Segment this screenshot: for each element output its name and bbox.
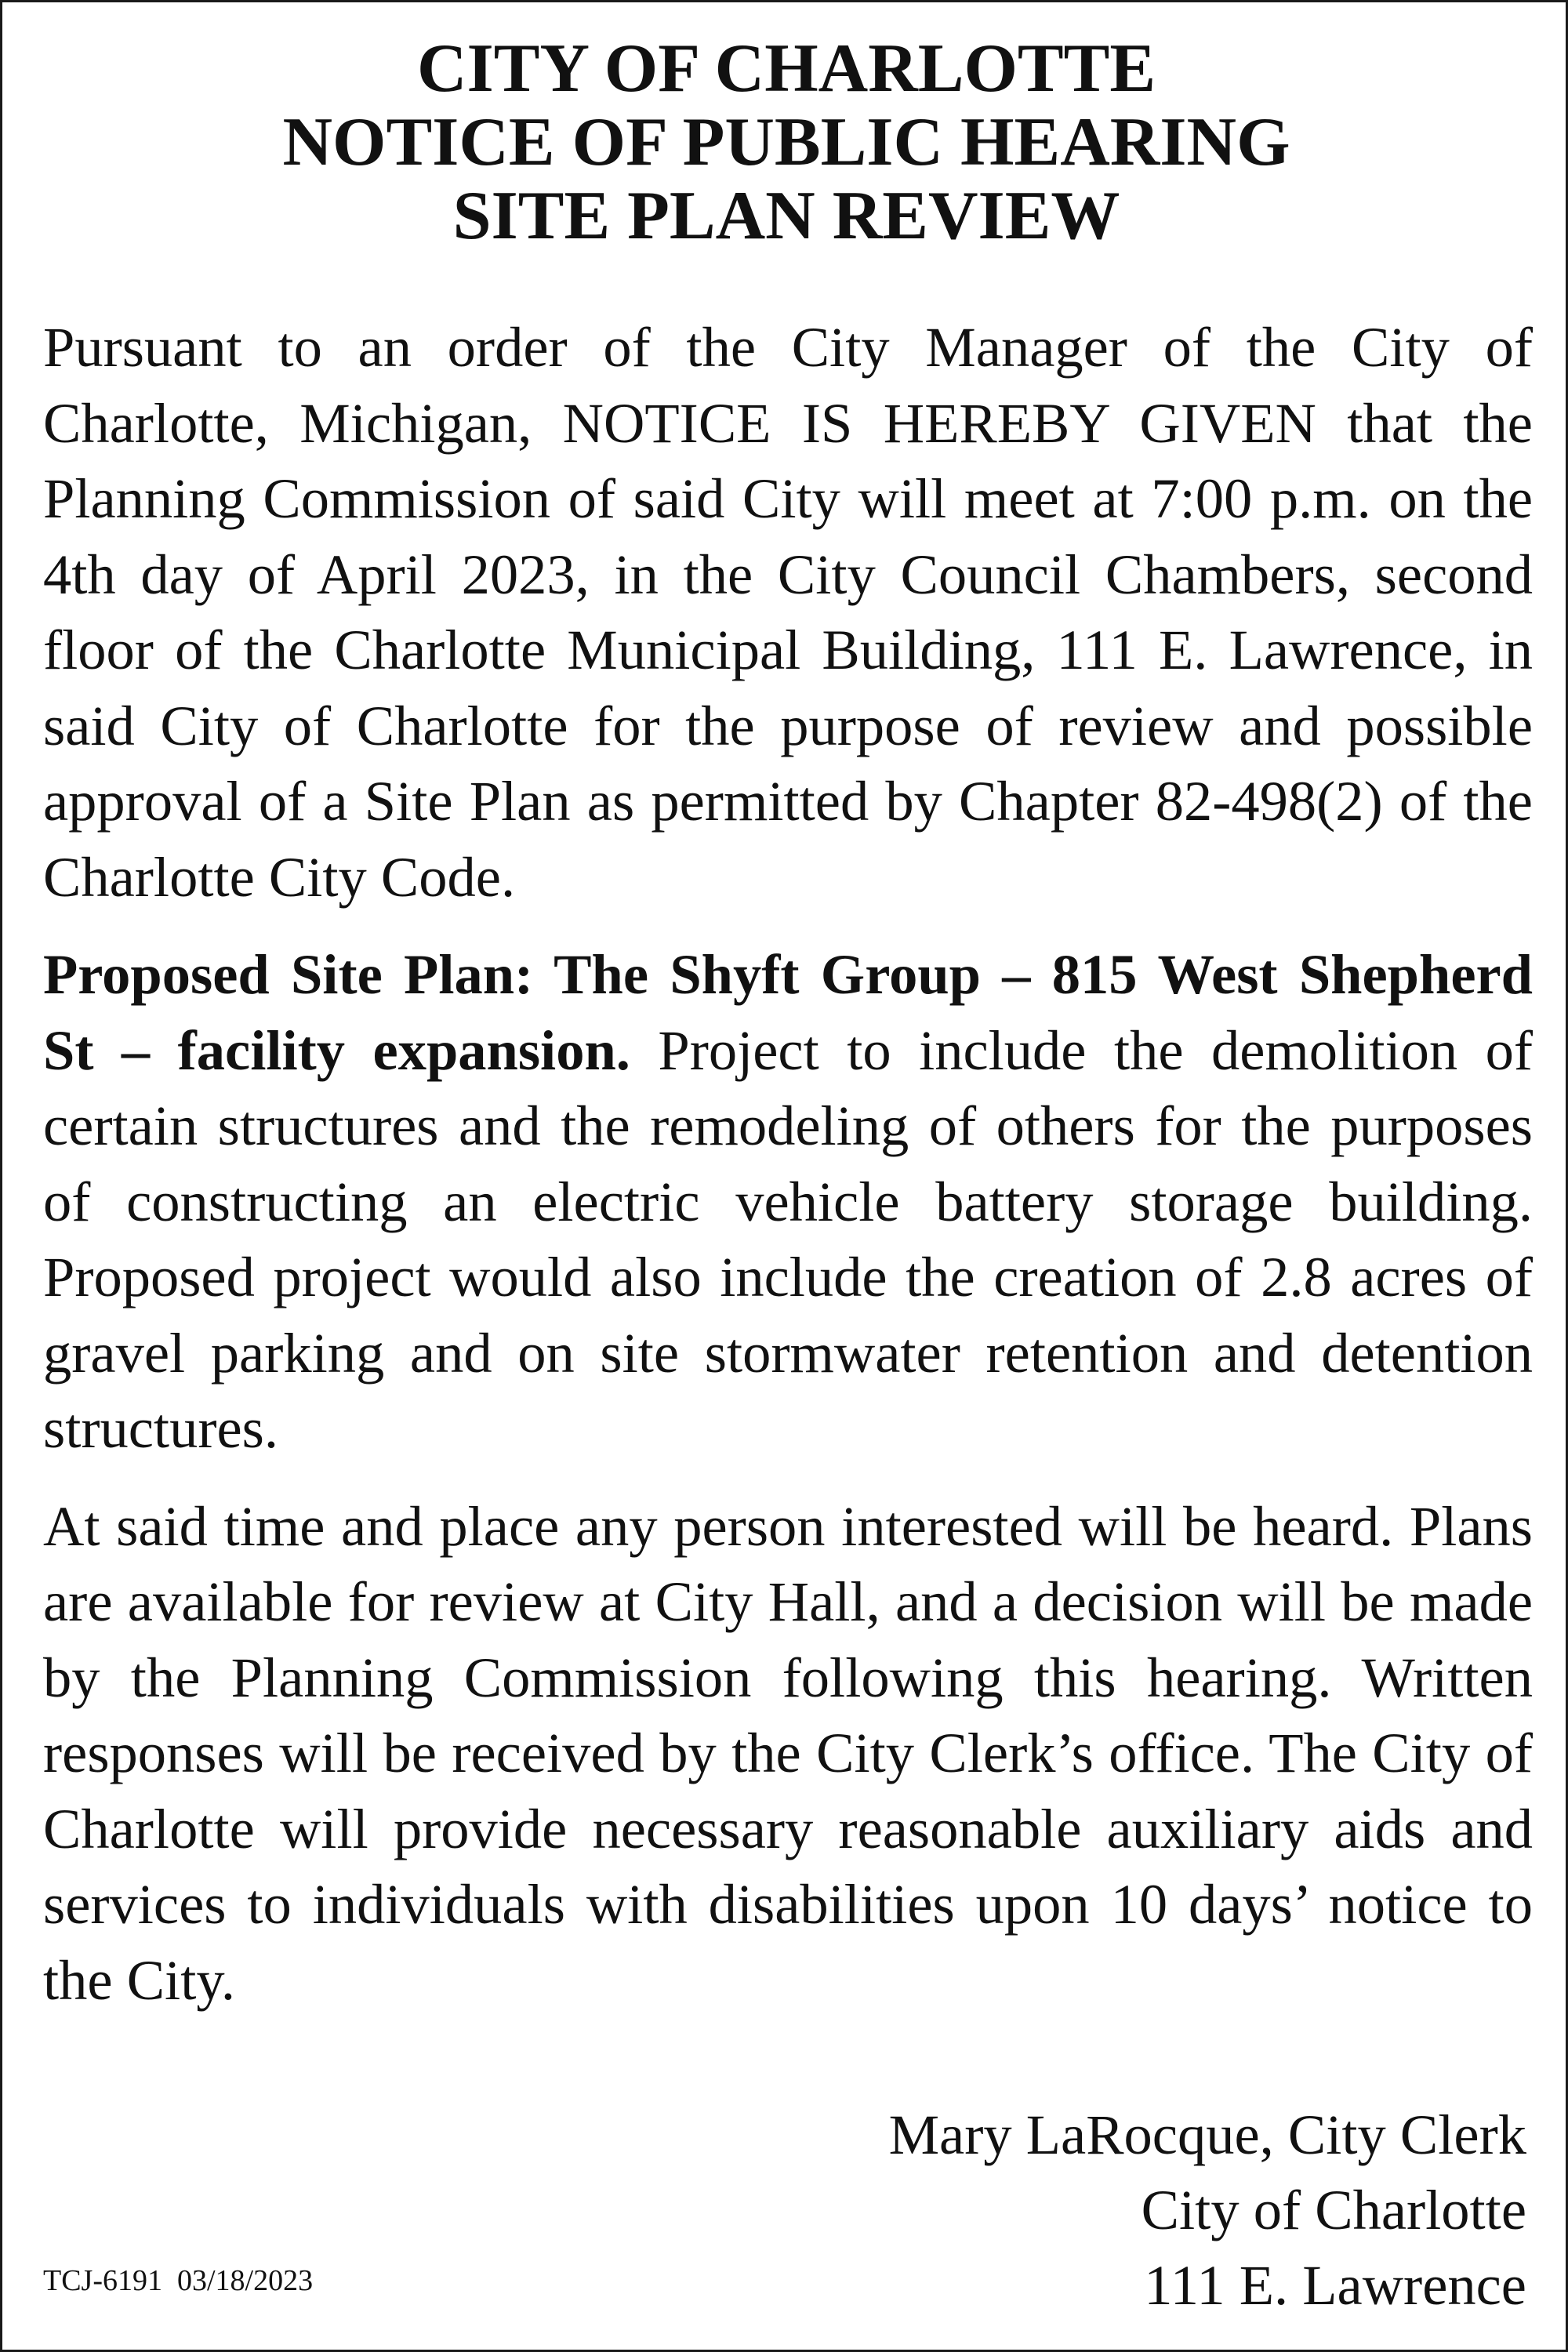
notice-header bbox=[2, 32, 1568, 253]
signature-block bbox=[889, 2097, 1526, 2323]
paragraph-hearing-info: At said time and place any person interested will be heard. Plans are available for review at City Hall, and a decision will be made by the Planning Commission following this hearing. Written responses will be received by the City Clerk’s office. The City of Charlotte will provide necessary reasonable auxiliary aids and services to individuals with disabilities upon 10 days’ notice to the City. bbox=[43, 1494, 1533, 2012]
notice-body bbox=[43, 310, 1533, 2018]
proposed-site-plan-heading: Proposed Site Plan: The Shyft Group – 815 West Shepherd St – facility expansion. bbox=[43, 942, 1533, 1082]
paragraph-intro: Pursuant to an order of the City Manager of the City of Charlotte, Michigan, NOTICE IS HEREBY GIVEN that the Planning Commission of said City will meet at 7:00 p.m. on the 4th day of April 2023, in the City Council Chambers, second floor of the Charlotte Municipal Building, 111 E. Lawrence, in said City of Charlotte for the purpose of review and possible approval of a Site Plan as permitted by Chapter 82-498(2) of the Charlotte City Code. bbox=[43, 315, 1533, 909]
header-subtitle: SITE PLAN REVIEW bbox=[452, 178, 1120, 254]
proposed-site-plan-description: Project to include the demolition of certain structures and the remodeling of others for the purposes of constructing an electric vehicle battery storage building. Proposed project would also include the creation of 2.8 acres of gravel parking and on site stormwater retention and detention structures. bbox=[43, 1018, 1533, 1460]
paragraph-proposed-site-plan bbox=[43, 937, 1533, 1467]
header-notice-title: NOTICE OF PUBLIC HEARING bbox=[282, 104, 1290, 180]
signature-address: 111 E. Lawrence bbox=[1144, 2253, 1526, 2317]
signature-org: City of Charlotte bbox=[1141, 2178, 1526, 2241]
header-city: CITY OF CHARLOTTE bbox=[416, 31, 1156, 107]
reference-code: TCJ-6191 03/18/2023 bbox=[43, 2264, 314, 2297]
signature-name: Mary LaRocque, City Clerk bbox=[888, 2103, 1526, 2166]
